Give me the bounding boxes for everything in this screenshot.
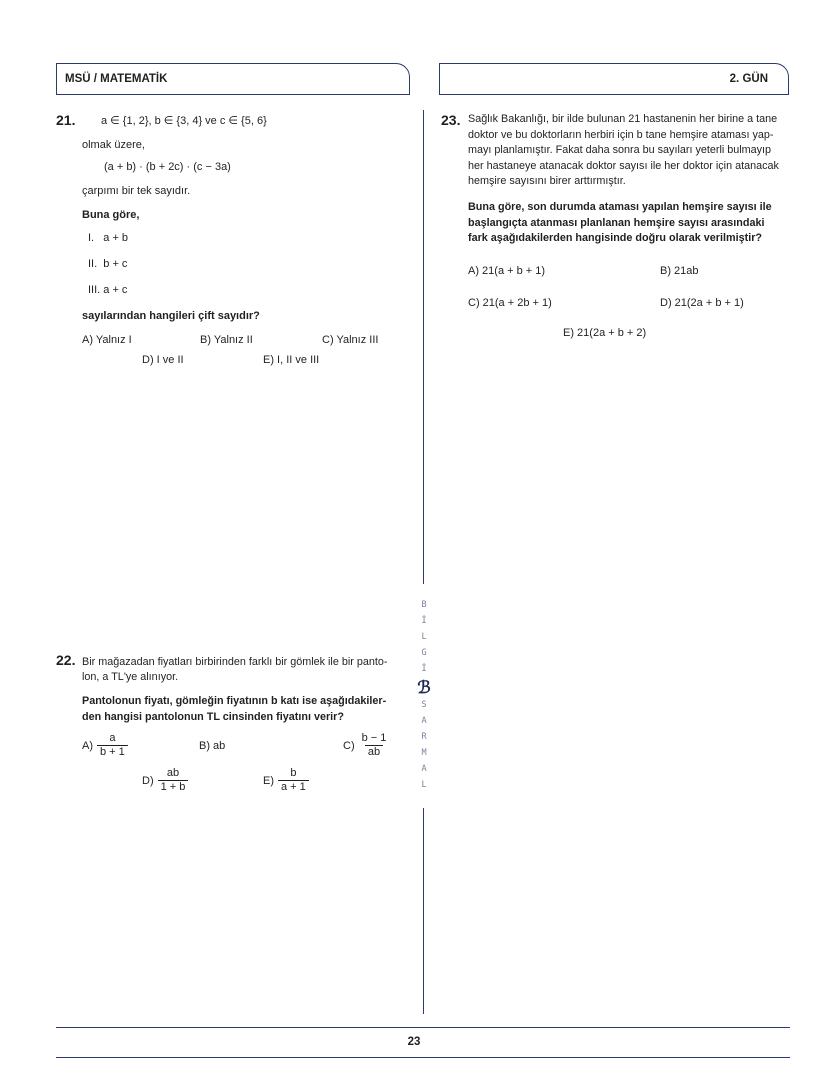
watermark-letter: İ xyxy=(421,664,427,674)
option-c[interactable] xyxy=(343,732,389,759)
question-number: 21. xyxy=(56,112,76,128)
text-line: olmak üzere, xyxy=(82,139,145,151)
option-a[interactable] xyxy=(82,732,128,759)
numerator: b − 1 xyxy=(361,732,387,744)
item-3: III. a + c xyxy=(88,284,128,296)
footer-rule-top xyxy=(56,1027,790,1028)
fraction xyxy=(97,732,128,759)
text-line: mayı planlamıştır. Fakat daha sonra bu sayıları yeterli bulmayıp xyxy=(468,144,772,156)
option-label: D) xyxy=(142,774,154,787)
watermark-letter: G xyxy=(421,648,427,658)
question-number: 22. xyxy=(56,652,76,668)
option-b[interactable]: B) Yalnız II xyxy=(200,334,253,346)
denominator: b + 1 xyxy=(97,745,128,759)
footer-rule-bottom xyxy=(56,1057,790,1058)
fraction xyxy=(278,767,309,794)
watermark-letter: L xyxy=(421,632,427,642)
option-label: C) xyxy=(343,739,355,752)
condition-text: a ∈ {1, 2}, b ∈ {3, 4} ve c ∈ {5, 6} xyxy=(101,115,267,127)
numerator: b xyxy=(290,767,297,779)
option-a[interactable]: A) Yalnız I xyxy=(82,334,132,346)
publisher-logo-icon: ℬ xyxy=(417,678,431,698)
numerator: a xyxy=(109,732,116,744)
text-line: fark aşağıdakilerden hangisinde doğru olarak verilmiştir? xyxy=(468,232,763,244)
option-e[interactable] xyxy=(263,767,309,794)
denominator: 1 + b xyxy=(158,780,189,794)
option-e[interactable]: E) I, II ve III xyxy=(263,354,320,366)
fraction xyxy=(359,732,390,759)
option-a[interactable]: A) 21(a + b + 1) xyxy=(468,265,546,277)
question-text: Pantolonun fiyatı, gömleğin fiyatının b katı ise aşağıdakiler- xyxy=(82,695,387,707)
watermark-letter: A xyxy=(421,716,427,726)
question-prompt xyxy=(468,200,790,247)
prompt: Buna göre, xyxy=(82,209,140,221)
watermark-letter: S xyxy=(421,700,427,710)
text-line: çarpımı bir tek sayıdır. xyxy=(82,185,191,197)
text-line: Buna göre, son durumda ataması yapılan hemşire sayısı ile xyxy=(468,201,772,213)
option-d[interactable] xyxy=(142,767,188,794)
question-text: den hangisi pantolonun TL cinsinden fiyatını verir? xyxy=(82,711,344,723)
text-line: Bir mağazadan fiyatları birbirinden farklı bir gömlek ile bir panto- xyxy=(82,656,388,668)
option-c[interactable]: C) Yalnız III xyxy=(322,334,379,346)
question-body xyxy=(468,112,790,190)
expression: (a + b) · (b + 2c) · (c − 3a) xyxy=(104,161,231,173)
watermark-letter: B xyxy=(421,600,427,610)
text-line: her hastaneye atanacak doktor sayısı ile her doktor için atanacak xyxy=(468,159,779,172)
option-d[interactable]: D) 21(2a + b + 1) xyxy=(660,297,744,309)
column-divider-bottom xyxy=(423,808,424,1014)
watermark-letter: R xyxy=(421,732,427,742)
watermark-letter: M xyxy=(421,748,427,758)
item-2: II. b + c xyxy=(88,258,128,270)
watermark-letter: İ xyxy=(421,616,427,626)
item-1: I. a + b xyxy=(88,232,129,244)
watermark-letter: A xyxy=(421,764,427,774)
option-c[interactable]: C) 21(a + 2b + 1) xyxy=(468,297,552,309)
text-line: doktor ve bu doktorların herbiri için b tane hemşire ataması yap- xyxy=(468,128,774,141)
subject-title: MSÜ / MATEMATİK xyxy=(65,73,168,85)
header-right-box xyxy=(439,63,789,95)
numerator: ab xyxy=(166,767,180,779)
question-text: sayılarından hangileri çift sayıdır? xyxy=(82,310,260,322)
watermark-letter: L xyxy=(421,780,427,790)
option-e[interactable]: E) 21(2a + b + 2) xyxy=(563,327,647,339)
column-divider-top xyxy=(423,110,424,584)
option-d[interactable]: D) I ve II xyxy=(142,354,184,366)
text-line: başlangıçta atanması planlanan hemşire sayısı arasındaki xyxy=(468,216,765,229)
fraction xyxy=(158,767,189,794)
text-line: Sağlık Bakanlığı, bir ilde bulunan 21 hastanenin her birine a tane xyxy=(468,113,778,125)
day-label: 2. GÜN xyxy=(729,73,768,85)
option-label: A) xyxy=(82,739,93,752)
text-line: hemşire sayısını birer arttırmıştır. xyxy=(468,175,626,187)
header-left-box xyxy=(56,63,410,95)
denominator: ab xyxy=(365,745,383,759)
option-label: E) xyxy=(263,774,274,787)
option-b[interactable]: B) 21ab xyxy=(660,265,699,277)
text-line: lon, a TL'ye alınıyor. xyxy=(82,671,179,683)
question-number: 23. xyxy=(441,112,461,128)
option-b[interactable]: B) ab xyxy=(199,740,226,752)
denominator: a + 1 xyxy=(278,780,309,794)
page-number: 23 xyxy=(407,1036,421,1048)
